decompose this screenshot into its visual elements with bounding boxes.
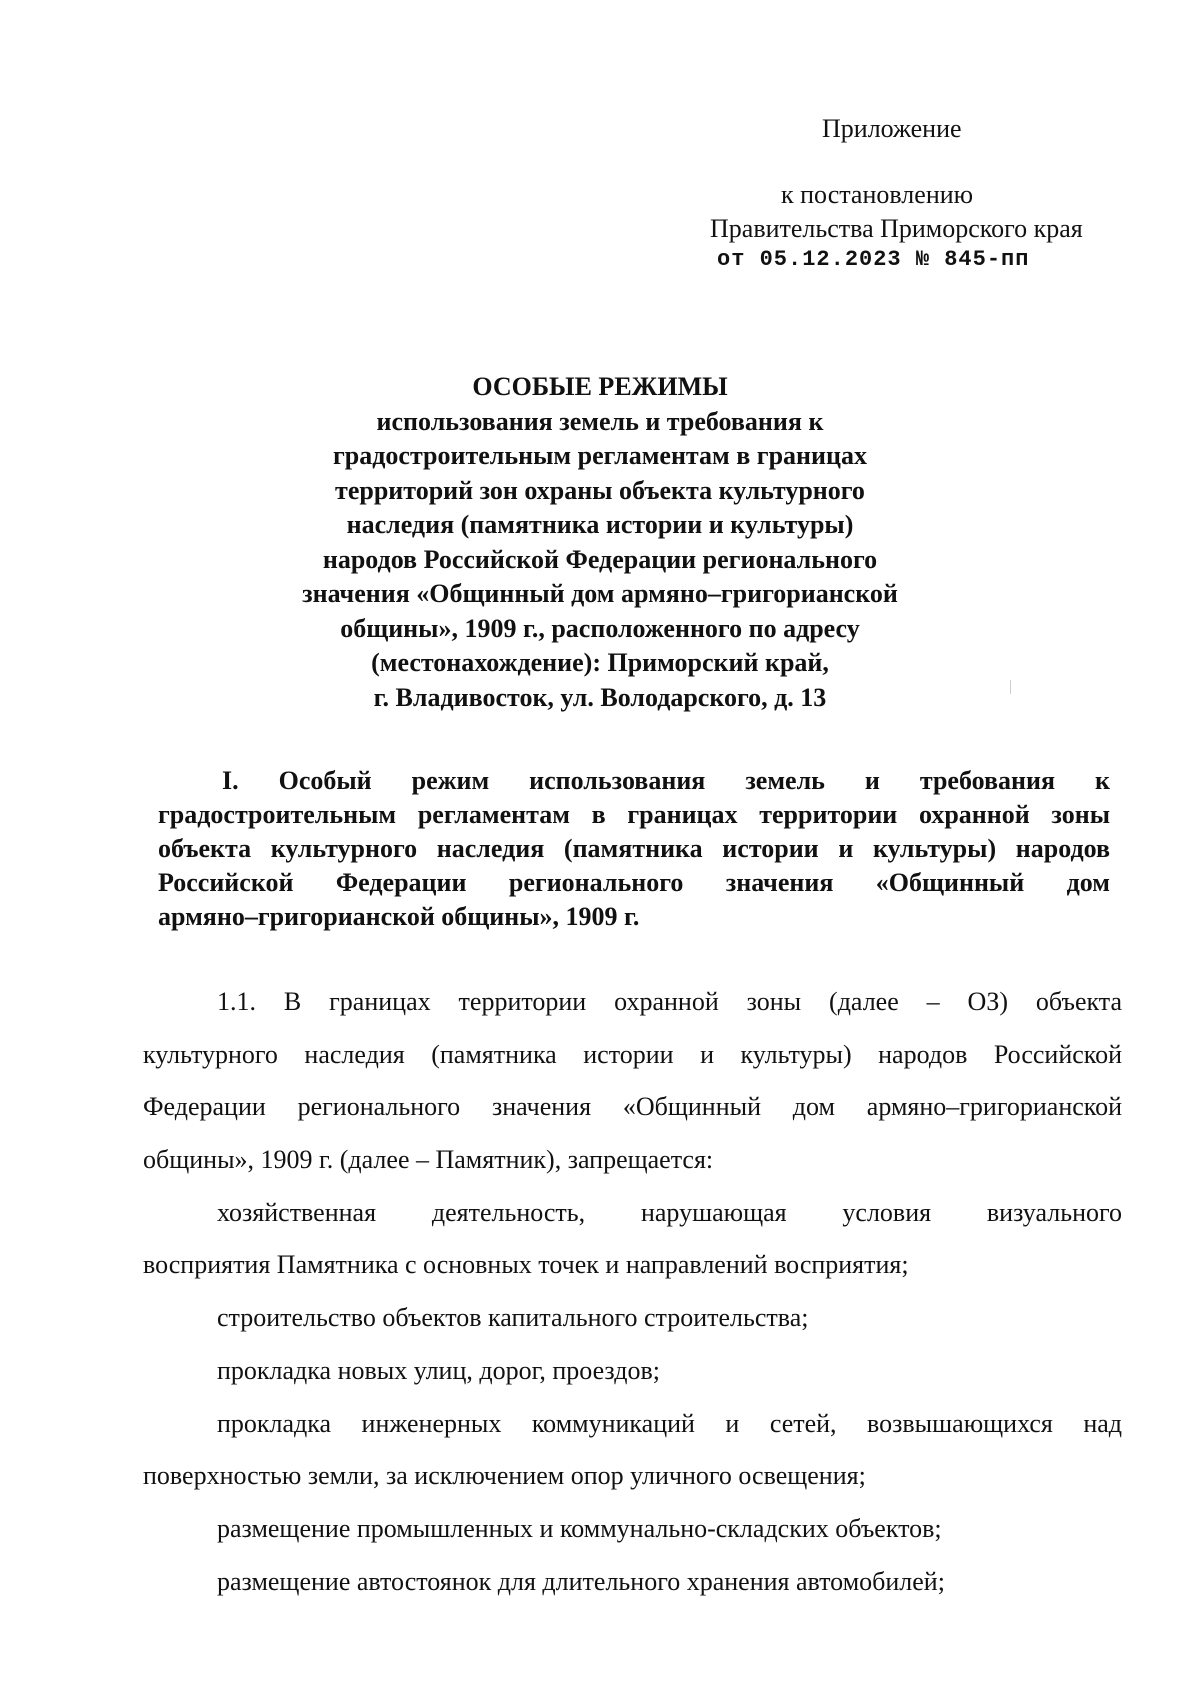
body-line: культурного наследия (памятника истории и культуры) народов Российской	[143, 1039, 1122, 1069]
section-heading	[158, 764, 1110, 934]
decree-authority: Правительства Приморского края	[710, 214, 1083, 243]
decree-number-stamp: от 05.12.2023 № 845-пп	[717, 247, 1030, 272]
title-line: народов Российской Федерации регионального	[322, 544, 878, 574]
scan-artifact	[1010, 680, 1011, 694]
appendix-label: Приложение	[822, 114, 962, 143]
title-line: градостроительным регламентам в границах	[333, 441, 867, 470]
section-heading-line: Российской Федерации регионального значения «Общинный дом	[158, 868, 1110, 897]
body-line: Федерации регионального значения «Общинный дом армяно–григорианской	[143, 1092, 1122, 1122]
title-line: территорий зон охраны объекта культурного	[335, 475, 865, 505]
title-line: (местонахождение): Приморский край,	[371, 648, 829, 677]
body-line: размещение автостоянок для длительного хранения автомобилей;	[217, 1566, 945, 1596]
title-line: использования земель и требования к	[376, 406, 824, 436]
body-line: прокладка инженерных коммуникаций и сетей, возвышающихся над	[217, 1408, 1122, 1438]
document-title	[200, 370, 1000, 715]
body-line: прокладка новых улиц, дорог, проездов;	[217, 1355, 660, 1385]
body-line: 1.1. В границах территории охранной зоны (далее – ОЗ) объекта	[217, 987, 1122, 1016]
title-line: наследия (памятника истории и культуры)	[346, 510, 854, 539]
body-line: восприятия Памятника с основных точек и направлений восприятия;	[143, 1250, 909, 1280]
body-line: поверхностью земли, за исключением опор уличного освещения;	[143, 1461, 866, 1491]
decree-reference: к постановлению	[781, 180, 974, 209]
title-line: г. Владивосток, ул. Володарского, д. 13	[373, 682, 827, 712]
title-line: значения «Общинный дом армяно–григорианской	[302, 579, 898, 608]
body-line: общины», 1909 г. (далее – Памятник), запрещается:	[143, 1145, 714, 1175]
body-line: размещение промышленных и коммунально-складских объектов;	[217, 1513, 942, 1543]
section-heading-line: армяно–григорианской общины», 1909 г.	[158, 902, 640, 931]
document-body	[143, 976, 1122, 1608]
section-heading-line: градостроительным регламентам в границах территории охранной зоны	[158, 800, 1110, 829]
title-line: ОСОБЫЕ РЕЖИМЫ	[472, 372, 728, 401]
body-line: хозяйственная деятельность, нарушающая условия визуального	[217, 1197, 1122, 1227]
body-line: строительство объектов капитального строительства;	[217, 1303, 809, 1333]
section-heading-line: объекта культурного наследия (памятника истории и культуры) народов	[158, 834, 1110, 863]
title-line: общины», 1909 г., расположенного по адресу	[340, 613, 860, 643]
section-heading-line: I. Особый режим использования земель и требования к	[222, 766, 1110, 795]
